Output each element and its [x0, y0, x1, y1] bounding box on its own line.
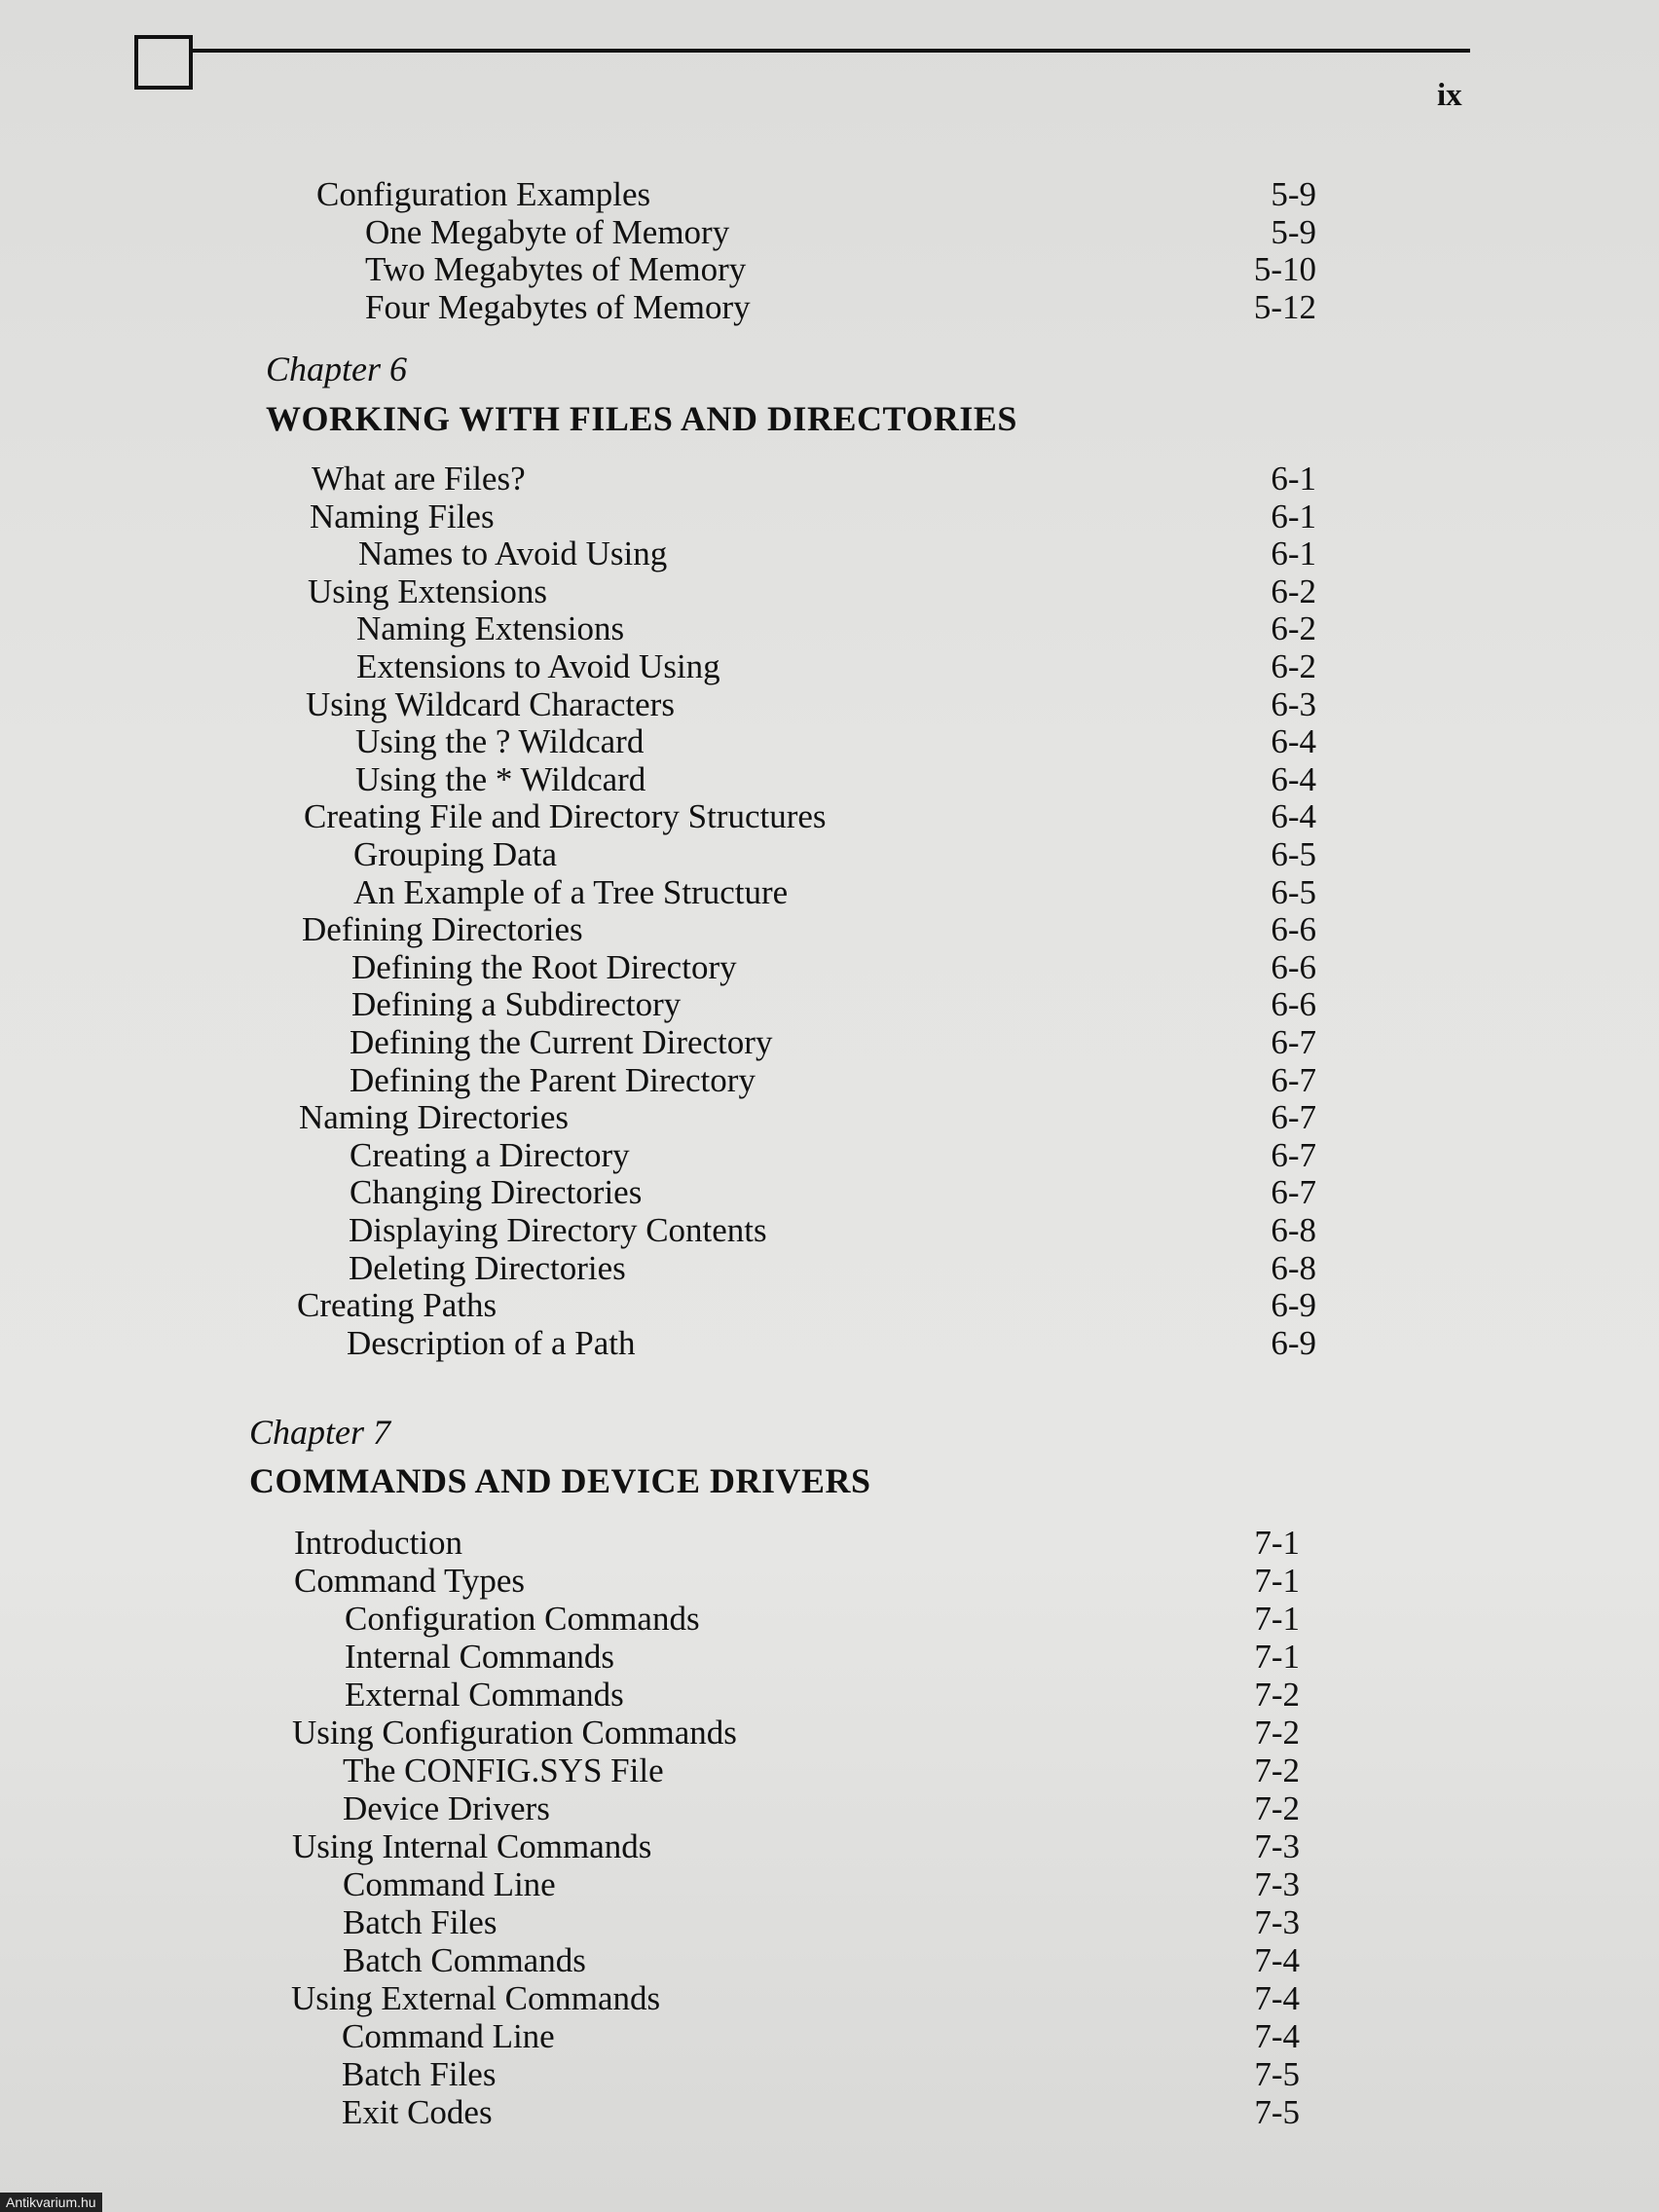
entry-page-number: 7-2: [1254, 1714, 1300, 1751]
chapter-title: COMMANDS AND DEVICE DRIVERS: [249, 1461, 871, 1500]
toc-entry: [356, 609, 1316, 648]
entry-page-number: 7-4: [1254, 1979, 1300, 2017]
entry-title: External Commands: [345, 1676, 624, 1714]
toc-entry: [308, 572, 1316, 611]
entry-page-number: 6-6: [1271, 910, 1316, 949]
toc-entry: [350, 1173, 1316, 1212]
entry-title: Configuration Commands: [345, 1600, 700, 1638]
toc-entry: [292, 1827, 1300, 1866]
toc-entry: [349, 1211, 1316, 1250]
entry-page-number: 6-5: [1271, 835, 1316, 873]
toc-entry: [358, 535, 1316, 573]
toc-entry: [342, 2055, 1300, 2094]
toc-entry: [342, 2093, 1300, 2132]
entry-title: Using Configuration Commands: [292, 1714, 737, 1751]
toc-entry: [345, 1638, 1300, 1677]
entry-page-number: 6-6: [1271, 985, 1316, 1024]
entry-title: Internal Commands: [345, 1638, 615, 1676]
toc-entry: [312, 460, 1316, 498]
watermark: Antikvarium.hu: [0, 2193, 102, 2212]
entry-page-number: 6-4: [1271, 722, 1316, 761]
entry-page-number: 7-1: [1254, 1562, 1300, 1600]
entry-page-number: 6-7: [1271, 1060, 1316, 1099]
toc-entry: [310, 498, 1316, 536]
entry-page-number: 5-10: [1253, 250, 1316, 289]
toc-entry: [353, 835, 1316, 874]
entry-page-number: 5-9: [1271, 212, 1316, 251]
entry-page-number: 6-1: [1271, 497, 1316, 535]
entry-title: Exit Codes: [342, 2093, 493, 2131]
entry-page-number: 6-3: [1271, 684, 1316, 723]
entry-page-number: 7-4: [1254, 2017, 1300, 2055]
entry-page-number: 7-3: [1254, 1865, 1300, 1903]
toc-entry: [304, 797, 1316, 836]
chapter-label: Chapter 6: [266, 350, 408, 388]
toc-entry: [316, 175, 1316, 214]
entry-page-number: 7-5: [1254, 2093, 1300, 2131]
entry-page-number: 6-2: [1271, 571, 1316, 610]
entry-page-number: 6-9: [1271, 1323, 1316, 1362]
entry-title: Naming Directories: [299, 1098, 569, 1137]
toc-entry: [343, 1751, 1300, 1790]
entry-page-number: 6-8: [1271, 1248, 1316, 1287]
entry-title: Creating a Directory: [350, 1135, 630, 1174]
toc-entry: [306, 685, 1316, 724]
entry-page-number: 6-4: [1271, 797, 1316, 836]
toc-entry: [292, 1714, 1300, 1752]
entry-page-number: 6-9: [1271, 1286, 1316, 1325]
toc-entry: [294, 1562, 1300, 1601]
toc-entry: [347, 1324, 1316, 1363]
entry-title: Batch Commands: [343, 1941, 586, 1979]
toc-entry: [343, 1941, 1300, 1980]
toc-entry: [350, 1136, 1316, 1175]
toc-entry: [355, 760, 1316, 799]
entry-title: One Megabyte of Memory: [365, 212, 730, 251]
toc-entry: [345, 1600, 1300, 1639]
toc-entry: [299, 1098, 1316, 1137]
entry-title: Defining the Current Directory: [350, 1023, 773, 1061]
entry-title: Using the * Wildcard: [355, 759, 646, 798]
entry-page-number: 6-4: [1271, 759, 1316, 798]
entry-page-number: 7-5: [1254, 2055, 1300, 2093]
entry-title: Naming Files: [310, 497, 495, 535]
chapter-title: WORKING WITH FILES AND DIRECTORIES: [266, 399, 1017, 438]
toc-entry: [365, 288, 1316, 327]
entry-page-number: 7-1: [1254, 1524, 1300, 1562]
entry-page-number: 6-5: [1271, 872, 1316, 911]
entry-title: Deleting Directories: [349, 1248, 626, 1287]
toc-entry: [365, 250, 1316, 289]
toc-entry: [302, 910, 1316, 949]
entry-title: Naming Extensions: [356, 609, 625, 648]
entry-title: Defining a Subdirectory: [351, 985, 682, 1024]
entry-title: Batch Files: [343, 1903, 498, 1941]
entry-title: Using External Commands: [291, 1979, 661, 2017]
entry-page-number: 6-7: [1271, 1173, 1316, 1212]
toc-entry: [353, 873, 1316, 912]
entry-title: Using Wildcard Characters: [306, 684, 675, 723]
entry-page-number: 6-2: [1271, 647, 1316, 685]
entry-title: Batch Files: [342, 2055, 497, 2093]
chapter-label: Chapter 7: [249, 1413, 391, 1452]
entry-page-number: 7-3: [1254, 1903, 1300, 1941]
entry-title: Using Extensions: [308, 571, 547, 610]
entry-page-number: 7-4: [1254, 1941, 1300, 1979]
toc-entry: [350, 1061, 1316, 1100]
entry-title: Command Types: [294, 1562, 526, 1600]
toc-entry: [349, 1249, 1316, 1288]
toc-entry: [343, 1865, 1300, 1904]
entry-title: An Example of a Tree Structure: [353, 872, 789, 911]
entry-page-number: 7-1: [1254, 1600, 1300, 1638]
toc-entry: [345, 1676, 1300, 1714]
entry-title: Command Line: [343, 1865, 556, 1903]
entry-title: Using the ? Wildcard: [355, 722, 645, 761]
entry-title: Two Megabytes of Memory: [365, 250, 747, 289]
entry-page-number: 6-8: [1271, 1211, 1316, 1249]
entry-page-number: 6-1: [1271, 535, 1316, 573]
toc-entry: [342, 2017, 1300, 2056]
entry-page-number: 5-9: [1271, 175, 1316, 213]
toc-entry: [343, 1903, 1300, 1942]
entry-page-number: 6-1: [1271, 460, 1316, 498]
toc-entry: [351, 985, 1316, 1024]
entry-page-number: 7-1: [1254, 1638, 1300, 1676]
toc-entry: [297, 1286, 1316, 1325]
entry-title: Device Drivers: [343, 1789, 550, 1827]
entry-title: Configuration Examples: [316, 175, 651, 213]
entry-page-number: 7-2: [1254, 1789, 1300, 1827]
entry-page-number: 6-7: [1271, 1023, 1316, 1061]
toc-entry: [351, 948, 1316, 987]
toc-entry: [343, 1789, 1300, 1828]
entry-title: Description of a Path: [347, 1323, 636, 1362]
entry-title: Grouping Data: [353, 835, 557, 873]
entry-title: Changing Directories: [350, 1173, 643, 1212]
entry-title: Using Internal Commands: [292, 1827, 652, 1865]
entry-title: The CONFIG.SYS File: [343, 1751, 664, 1789]
entry-title: Creating Paths: [297, 1286, 498, 1325]
entry-title: Command Line: [342, 2017, 555, 2055]
entry-title: Displaying Directory Contents: [349, 1211, 767, 1249]
toc-entry: [291, 1979, 1300, 2018]
entry-page-number: 6-2: [1271, 609, 1316, 648]
toc-entry: [355, 722, 1316, 761]
entry-page-number: 6-7: [1271, 1098, 1316, 1137]
entry-page-number: 6-7: [1271, 1135, 1316, 1174]
toc-entry: [365, 213, 1316, 252]
entry-title: Creating File and Directory Structures: [304, 797, 827, 836]
entry-title: Defining the Parent Directory: [350, 1060, 756, 1099]
entry-title: What are Files?: [312, 460, 526, 498]
entry-page-number: 5-12: [1253, 288, 1316, 327]
entry-page-number: 7-3: [1254, 1827, 1300, 1865]
entry-title: Defining Directories: [302, 910, 583, 949]
entry-title: Defining the Root Directory: [351, 947, 737, 986]
page-number: ix: [1437, 78, 1462, 113]
toc-entry: [350, 1023, 1316, 1062]
entry-title: Extensions to Avoid Using: [356, 647, 720, 685]
entry-page-number: 7-2: [1254, 1676, 1300, 1714]
toc-entry: [356, 647, 1316, 686]
entry-page-number: 6-6: [1271, 947, 1316, 986]
entry-title: Four Megabytes of Memory: [365, 288, 751, 327]
toc-entry: [294, 1524, 1300, 1563]
entry-title: Names to Avoid Using: [358, 535, 668, 573]
entry-page-number: 7-2: [1254, 1751, 1300, 1789]
entry-title: Introduction: [294, 1524, 463, 1562]
